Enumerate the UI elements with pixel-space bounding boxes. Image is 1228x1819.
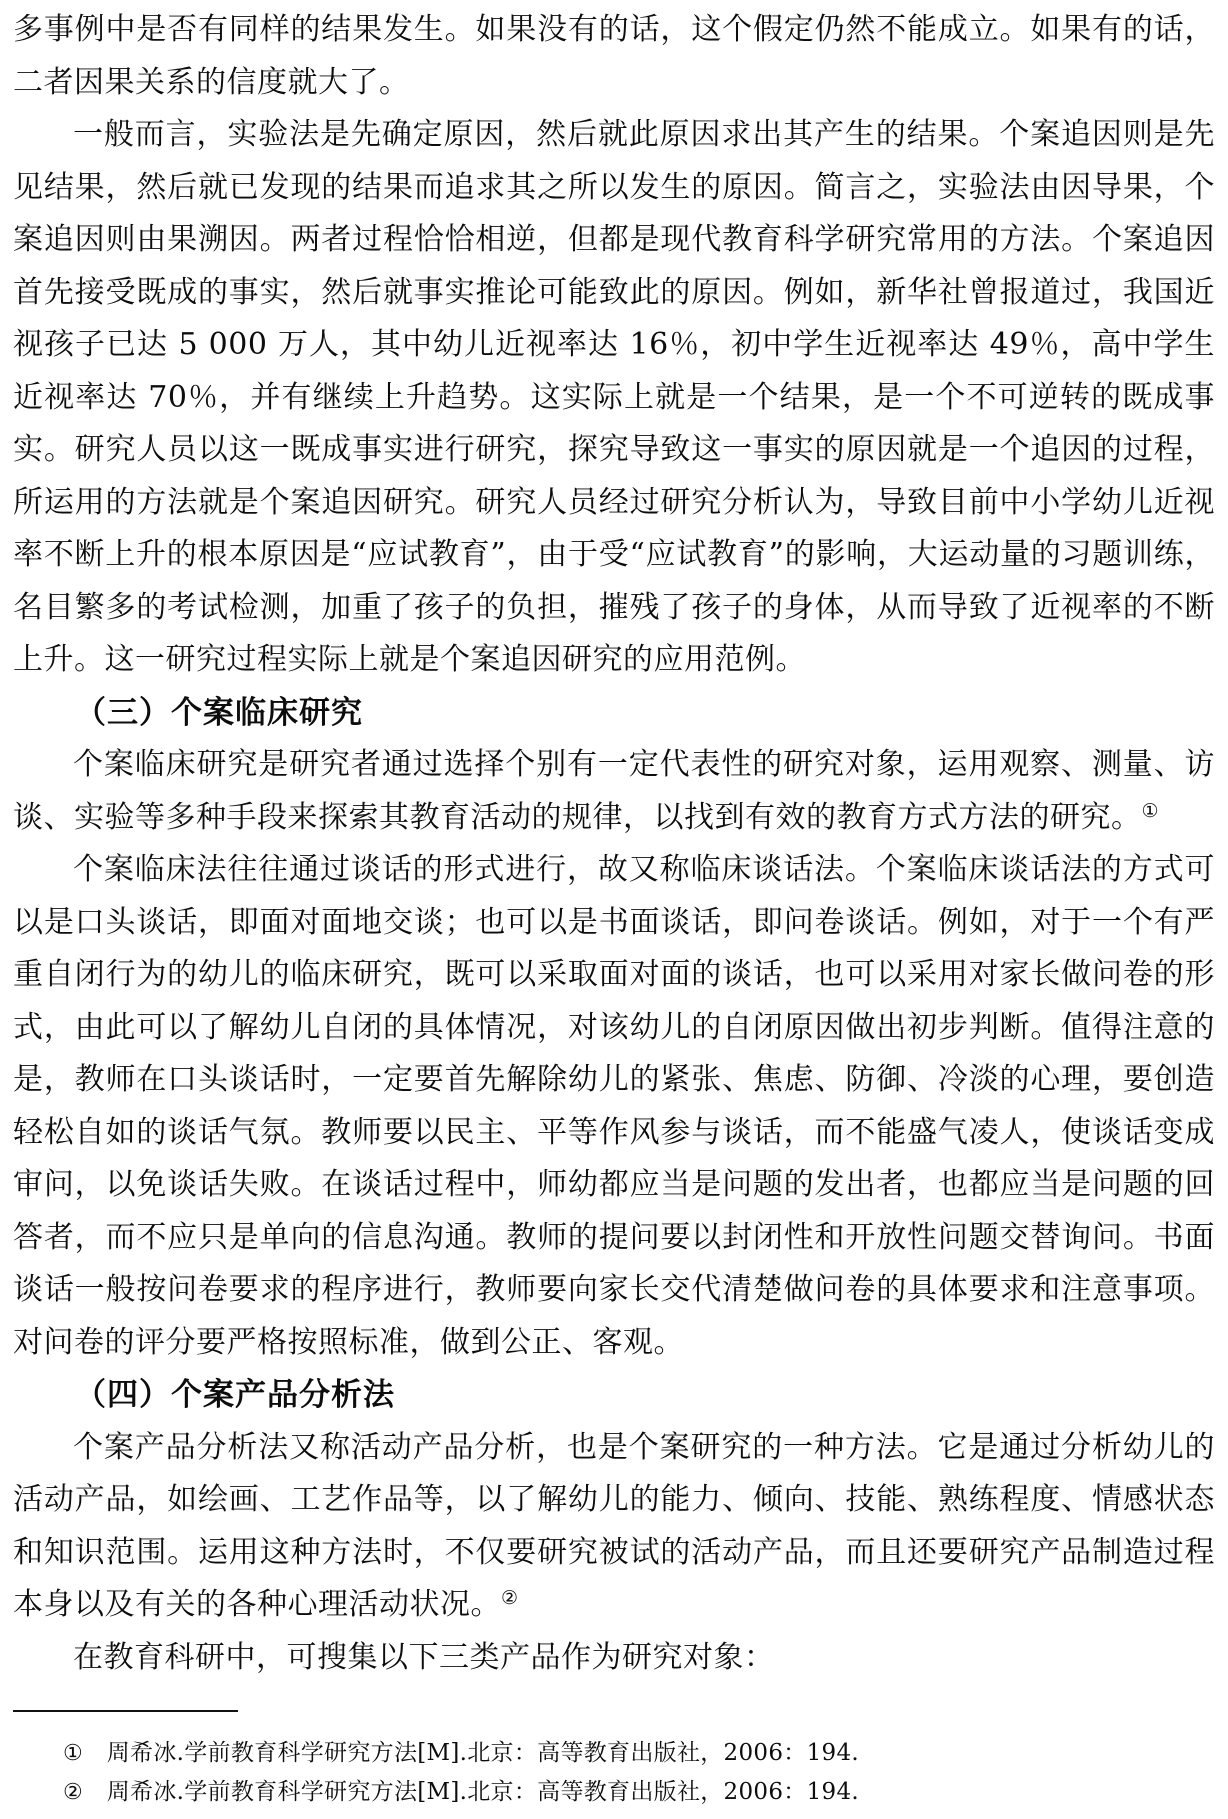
paragraph-product-analysis-definition [13, 1422, 1215, 1632]
footnote-2-text: 周希冰.学前教育科学研究方法[M].北京：高等教育出版社，2006：194. [106, 1779, 859, 1805]
footnotes-section [13, 1734, 1215, 1812]
section-heading-product-analysis: （四）个案产品分析法 [75, 1377, 395, 1413]
paragraph-clinical-definition-text: 个案临床研究是研究者通过选择个别有一定代表性的研究对象，运用观察、测量、访谈、实验等多种手段来探索其教育活动的规律，以找到有效的教育方式方法的研究。 [13, 747, 1215, 835]
footnote-ref-1: ① [1141, 799, 1159, 822]
paragraph-product-analysis-text: 个案产品分析法又称活动产品分析，也是个案研究的一种方法。它是通过分析幼儿的活动产品，如绘画、工艺作品等，以了解幼儿的能力、倾向、技能、熟练程度、情感状态和知识范围。运用这种方法时，不仅要研究被试的活动产品，而且还要研究产品制造过程本身以及有关的各种心理活动状况。 [13, 1429, 1215, 1622]
paragraph-clinical-interview-method: 个案临床法往往通过谈话的形式进行，故又称临床谈话法。个案临床谈话法的方式可以是口头谈话，即面对面地交谈；也可以是书面谈话，即问卷谈话。例如，对于一个有严重自闭行为的幼儿的临床研究，既可以采取面对面的谈话，也可以采用对家长做问卷的形式，由此可以了解幼儿自闭的具体情况，对该幼儿的自闭原因做出初步判断。值得注意的是，教师在口头谈话时，一定要首先解除幼儿的紧张、焦虑、防御、冷淡的心理，要创造轻松自如的谈话气氛。教师要以民主、平等作风参与谈话，而不能盛气凌人，使谈话变成审问，以免谈话失败。在谈话过程中，师幼都应当是问题的发出者，也都应当是问题的回答者，而不应只是单向的信息沟通。教师的提问要以封闭性和开放性问题交替询问。书面谈话一般按问卷要求的程序进行，教师要向家长交代清楚做问卷的具体要求和注意事项。对问卷的评分要严格按照标准，做到公正、客观。 [13, 852, 1215, 1360]
paragraph-causal-validity: 多事例中是否有同样的结果发生。如果没有的话，这个假定仍然不能成立。如果有的话，二者因果关系的信度就大了。 [13, 12, 1215, 100]
footnote-2-marker: ② [63, 1780, 83, 1805]
section-heading-clinical-case-study: （三）个案临床研究 [75, 694, 363, 731]
footnote-divider [13, 1710, 238, 1712]
footnote-1 [63, 1734, 1215, 1773]
paragraph-experiment-vs-case-tracing: 一般而言，实验法是先确定原因，然后就此原因求出其产生的结果。个案追因则是先见结果，然后就已发现的结果而追求其之所以发生的原因。简言之，实验法由因导果，个案追因则由果溯因。两者过程恰恰相逆，但都是现代教育科学研究常用的方法。个案追因首先接受既成的事实，然后就事实推论可能致此的原因。例如，新华社曾报道过，我国近视孩子已达 5 000 万人，其中幼儿近视率达 16％，初中学生近视率达 49％，高中学生近视率达 70％，并有继续上升趋势。这实际上就是一个结果，是一个不可逆转的既成事实。研究人员以这一既成事实进行研究，探究导致这一事实的原因就是一个追因的过程，所运用的方法就是个案追因研究。研究人员经过研究分析认为，导致目前中小学幼儿近视率不断上升的根本原因是“应试教育”，由于受“应试教育”的影响，大运动量的习题训练，名目繁多的考试检测，加重了孩子的负担，摧残了孩子的身体，从而导致了近视率的不断上升。这一研究过程实际上就是个案追因研究的应用范例。 [13, 117, 1215, 677]
paragraph-clinical-definition [13, 739, 1215, 844]
footnote-1-text: 周希冰.学前教育科学研究方法[M].北京：高等教育出版社，2006：194. [106, 1740, 859, 1766]
footnote-1-marker: ① [63, 1741, 83, 1766]
paragraph-three-product-types-lead-in: 在教育科研中，可搜集以下三类产品作为研究对象： [73, 1639, 775, 1675]
footnote-ref-2: ② [501, 1587, 519, 1609]
footnote-2 [63, 1773, 1215, 1812]
